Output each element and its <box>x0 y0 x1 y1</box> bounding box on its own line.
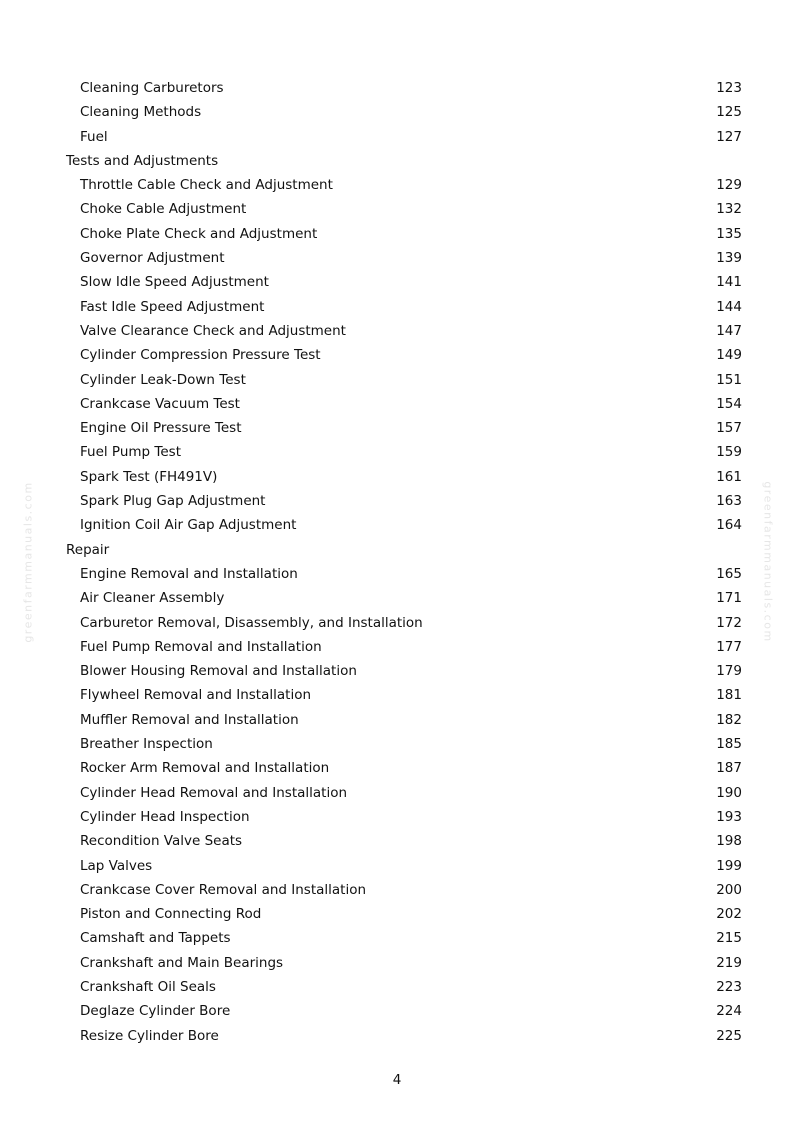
toc-entry[interactable] <box>66 416 742 440</box>
toc-entry[interactable] <box>66 295 742 319</box>
toc-entry[interactable] <box>66 440 742 464</box>
toc-entry-page-number: 172 <box>716 614 742 631</box>
toc-heading-title: Tests and Adjustments <box>66 152 219 169</box>
toc-entry-page-number: 127 <box>716 128 742 145</box>
toc-entry-title: Resize Cylinder Bore <box>80 1027 219 1044</box>
toc-entry-page-number: 182 <box>716 711 742 728</box>
toc-entry[interactable] <box>66 125 742 149</box>
toc-entry[interactable] <box>66 756 742 780</box>
toc-section-heading <box>66 149 742 173</box>
toc-entry[interactable] <box>66 270 742 294</box>
toc-entry[interactable] <box>66 611 742 635</box>
toc-entry-title: Spark Plug Gap Adjustment <box>80 493 266 510</box>
toc-entry-page-number: 219 <box>716 954 742 971</box>
toc-entry[interactable] <box>66 513 742 537</box>
toc-entry[interactable] <box>66 1024 742 1048</box>
toc-entry[interactable] <box>66 100 742 124</box>
toc-entry[interactable] <box>66 878 742 902</box>
watermark-left: greenfarmmanuals.com <box>21 481 35 643</box>
toc-entry-page-number: 151 <box>716 371 742 388</box>
toc-entry[interactable] <box>66 465 742 489</box>
toc-entry-page-number: 224 <box>716 1003 742 1020</box>
toc-entry-title: Crankshaft Oil Seals <box>80 978 216 995</box>
toc-entry-title: Cylinder Leak-Down Test <box>80 371 246 388</box>
toc-entry-page-number: 139 <box>716 250 742 267</box>
toc-entry-page-number: 135 <box>716 225 742 242</box>
watermark-right: greenfarmmanuals.com <box>761 481 775 643</box>
toc-entry[interactable] <box>66 76 742 100</box>
toc-entry-title: Rocker Arm Removal and Installation <box>80 760 330 777</box>
toc-entry-page-number: 161 <box>716 468 742 485</box>
toc-entry[interactable] <box>66 829 742 853</box>
toc-entry-title: Muffler Removal and Installation <box>80 711 299 728</box>
toc-entry-page-number: 125 <box>716 104 742 121</box>
toc-entry-page-number: 185 <box>716 736 742 753</box>
toc-entry-title: Fuel Pump Test <box>80 444 181 461</box>
toc-entry-page-number: 187 <box>716 760 742 777</box>
toc-entry-title: Flywheel Removal and Installation <box>80 687 312 704</box>
toc-entry[interactable] <box>66 586 742 610</box>
toc-entry-page-number: 165 <box>716 565 742 582</box>
toc-entry-title: Spark Test (FH491V) <box>80 468 218 485</box>
toc-entry[interactable] <box>66 951 742 975</box>
toc-entry[interactable] <box>66 659 742 683</box>
toc-entry-page-number: 215 <box>716 930 742 947</box>
toc-entry-page-number: 159 <box>716 444 742 461</box>
toc-entry[interactable] <box>66 635 742 659</box>
toc-entry[interactable] <box>66 319 742 343</box>
toc-entry-title: Crankcase Vacuum Test <box>80 395 240 412</box>
toc-entry-page-number: 147 <box>716 322 742 339</box>
toc-entry-page-number: 190 <box>716 784 742 801</box>
toc-entry-title: Carburetor Removal, Disassembly, and Installation <box>80 614 423 631</box>
toc-entry-title: Cleaning Carburetors <box>80 80 224 96</box>
toc-entry[interactable] <box>66 197 742 221</box>
toc-entry-title: Piston and Connecting Rod <box>80 906 262 923</box>
toc-entry[interactable] <box>66 999 742 1023</box>
toc-entry[interactable] <box>66 926 742 950</box>
toc-entry-page-number: 200 <box>716 881 742 898</box>
toc-entry[interactable] <box>66 343 742 367</box>
toc-entry-title: Governor Adjustment <box>80 250 225 267</box>
toc-entry[interactable] <box>66 246 742 270</box>
toc-entry-page-number: 163 <box>716 493 742 510</box>
toc-entry-title: Engine Oil Pressure Test <box>80 420 242 437</box>
toc-section-heading <box>66 538 742 562</box>
toc-entry-title: Deglaze Cylinder Bore <box>80 1003 231 1020</box>
toc-entry-title: Slow Idle Speed Adjustment <box>80 274 269 291</box>
toc-entry-title: Cylinder Head Removal and Installation <box>80 784 348 801</box>
toc-entry-title: Fuel <box>80 128 108 145</box>
toc-entry[interactable] <box>66 222 742 246</box>
toc-entry-title: Blower Housing Removal and Installation <box>80 663 357 680</box>
toc-entry-title: Fast Idle Speed Adjustment <box>80 298 265 315</box>
toc-entry[interactable] <box>66 902 742 926</box>
toc-entry[interactable] <box>66 805 742 829</box>
toc-entry-page-number: 144 <box>716 298 742 315</box>
toc-entry[interactable] <box>66 975 742 999</box>
toc-entry-title: Cylinder Head Inspection <box>80 808 250 825</box>
toc-entry-page-number: 177 <box>716 638 742 655</box>
toc-entry[interactable] <box>66 781 742 805</box>
toc-entry[interactable] <box>66 708 742 732</box>
toc-entry-page-number: 193 <box>716 808 742 825</box>
toc-entry[interactable] <box>66 732 742 756</box>
toc-entry-page-number: 179 <box>716 663 742 680</box>
toc-entry-title: Throttle Cable Check and Adjustment <box>80 177 333 194</box>
toc-entry-title: Choke Cable Adjustment <box>80 201 247 218</box>
toc-entry-page-number: 171 <box>716 590 742 607</box>
toc-entry-title: Fuel Pump Removal and Installation <box>80 638 322 655</box>
toc-entry-title: Lap Valves <box>80 857 153 874</box>
toc-entry-page-number: 202 <box>716 906 742 923</box>
toc-entry[interactable] <box>66 368 742 392</box>
toc-entry-title: Valve Clearance Check and Adjustment <box>80 322 346 339</box>
toc-entry-page-number: 123 <box>716 80 742 96</box>
toc-entry-title: Crankshaft and Main Bearings <box>80 954 284 971</box>
toc-entry-page-number: 198 <box>716 833 742 850</box>
toc-entry[interactable] <box>66 683 742 707</box>
toc-entry-page-number: 164 <box>716 517 742 534</box>
toc-entry-title: Engine Removal and Installation <box>80 565 298 582</box>
toc-entry-title: Breather Inspection <box>80 736 213 753</box>
toc-entry-title: Ignition Coil Air Gap Adjustment <box>80 517 297 534</box>
toc-entry-page-number: 132 <box>716 201 742 218</box>
toc-entry-title: Crankcase Cover Removal and Installation <box>80 881 367 898</box>
toc-entry[interactable] <box>66 489 742 513</box>
toc-entry-page-number: 225 <box>716 1027 742 1044</box>
toc-entry-page-number: 199 <box>716 857 742 874</box>
toc-entry[interactable] <box>66 854 742 878</box>
page-number: 4 <box>392 1072 402 1088</box>
toc-entry-title: Cleaning Methods <box>80 104 202 121</box>
toc-entry[interactable] <box>66 392 742 416</box>
toc-entry-page-number: 181 <box>716 687 742 704</box>
toc-entry-title: Air Cleaner Assembly <box>80 590 225 607</box>
toc-entry[interactable] <box>66 173 742 197</box>
toc-entry[interactable] <box>66 562 742 586</box>
toc-entry-page-number: 154 <box>716 395 742 412</box>
toc-entry-page-number: 223 <box>716 978 742 995</box>
toc-entry-page-number: 149 <box>716 347 742 364</box>
toc-entry-title: Camshaft and Tappets <box>80 930 231 947</box>
toc-heading-title: Repair <box>66 541 110 558</box>
toc-entry-page-number: 129 <box>716 177 742 194</box>
toc-entry-title: Choke Plate Check and Adjustment <box>80 225 318 242</box>
table-of-contents <box>66 76 742 1048</box>
toc-entry-title: Recondition Valve Seats <box>80 833 243 850</box>
toc-entry-title: Cylinder Compression Pressure Test <box>80 347 321 364</box>
toc-entry-page-number: 157 <box>716 420 742 437</box>
toc-entry-page-number: 141 <box>716 274 742 291</box>
